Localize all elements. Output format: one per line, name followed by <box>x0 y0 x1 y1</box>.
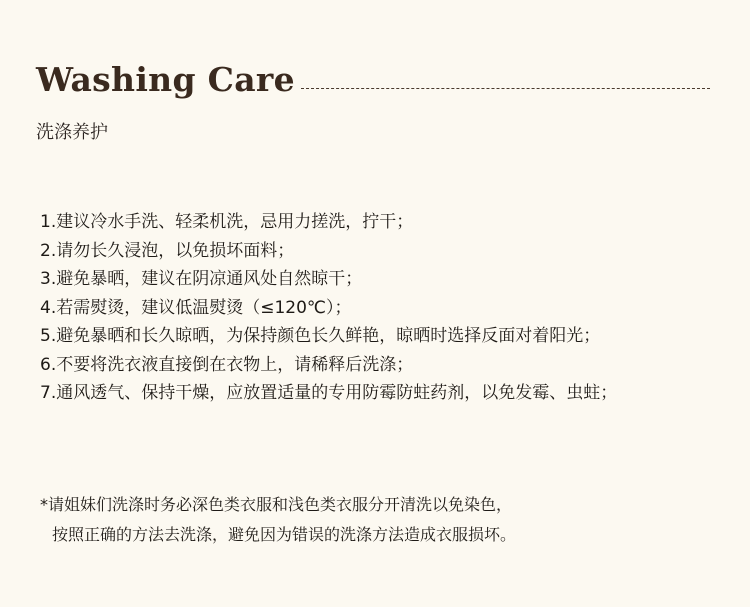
care-instruction-item: 1.建议冷水手洗、轻柔机洗，忌用力搓洗，拧干； <box>40 212 414 232</box>
section-title-en: Washing Care <box>36 60 295 99</box>
washing-note <box>40 490 710 550</box>
note-line-1: *请姐妹们洗涤时务必深色类衣服和浅色类衣服分开清洗以免染色， <box>40 495 513 514</box>
care-instruction-item: 7.通风透气、保持干燥，应放置适量的专用防霉防蛀药剂，以免发霉、虫蛀； <box>40 383 618 403</box>
section-title-cn: 洗涤养护 <box>36 122 108 143</box>
care-instruction-item: 4.若需熨烫，建议低温熨烫（≤120℃）； <box>40 297 352 318</box>
care-instruction-item: 3.避免暴晒，建议在阴凉通风处自然晾干； <box>40 269 363 289</box>
care-instructions-list <box>40 208 690 408</box>
care-instruction-item: 2.请勿长久浸泡，以免损坏面料； <box>40 240 295 261</box>
care-instruction-item: 6.不要将洗衣液直接倒在衣物上，请稀释后洗涤； <box>40 354 414 375</box>
title-dashed-divider <box>301 88 710 89</box>
care-instruction-item: 5.避免暴晒和长久晾晒，为保持颜色长久鲜艳，晾晒时选择反面对着阳光； <box>40 326 601 346</box>
note-line-2: 按照正确的方法去洗涤，避免因为错误的洗涤方法造成衣服损坏。 <box>52 525 517 544</box>
